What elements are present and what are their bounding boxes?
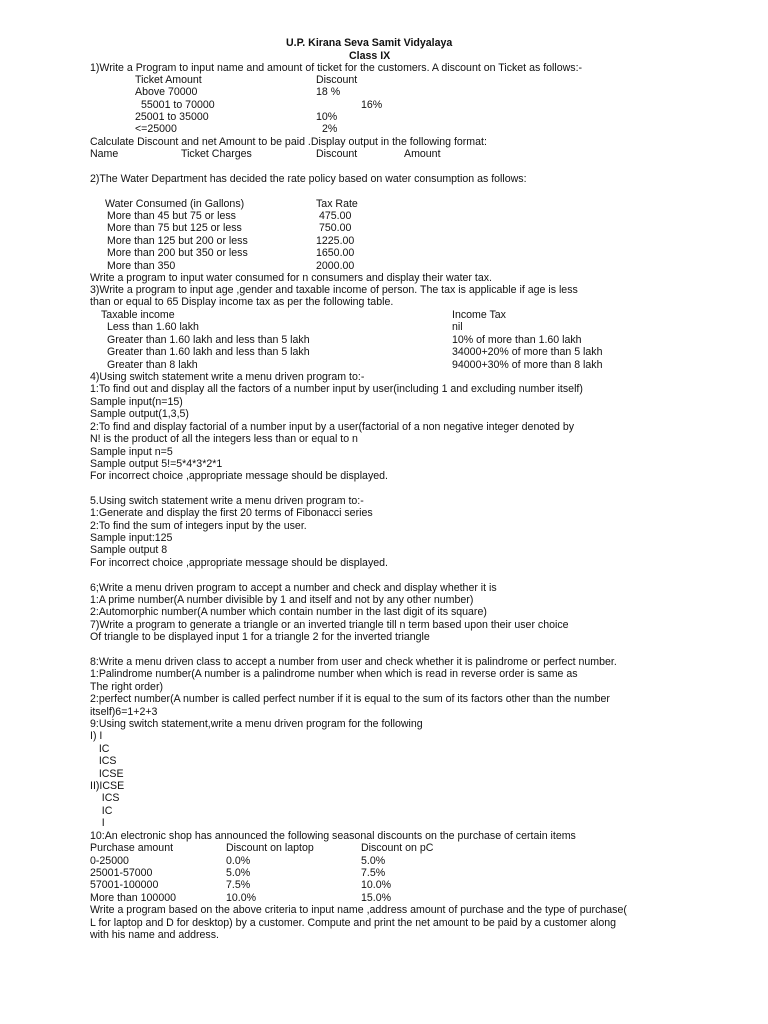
q5-line: 1:Generate and display the first 20 terms of Fibonacci series — [90, 507, 373, 519]
q1-row-discount: 2% — [322, 123, 338, 135]
q3-row-tax: 34000+20% of more than 5 lakh — [452, 346, 603, 358]
q2-row-consumed: More than 350 — [107, 260, 176, 272]
q1-format-amount: Amount — [404, 148, 441, 160]
q2-row-rate: 475.00 — [319, 210, 352, 222]
school-title: U.P. Kirana Seva Samit Vidyalaya — [286, 37, 453, 49]
q4-line: Sample output(1,3,5) — [90, 408, 189, 420]
q10-outro-line: with his name and address. — [90, 929, 219, 941]
q4-line: 1:To find out and display all the factors of a number input by user(including 1 and excluding number itself) — [90, 383, 583, 395]
q1-row-amount: Above 70000 — [135, 86, 198, 98]
q10-row-laptop: 5.0% — [226, 867, 251, 879]
q10-row-amount: 0-25000 — [90, 855, 129, 867]
q1-row-amount: 55001 to 70000 — [141, 99, 215, 111]
q5-line: 2:To find the sum of integers input by the user. — [90, 520, 307, 532]
q1-header-discount: Discount — [316, 74, 358, 86]
q3-row-tax: nil — [452, 321, 463, 333]
q2-header-rate: Tax Rate — [316, 198, 358, 210]
q2-row-consumed: More than 75 but 125 or less — [107, 222, 242, 234]
q5-line: 5.Using switch statement write a menu driven program to:- — [90, 495, 364, 507]
q9-pattern-line: ICS — [90, 792, 120, 804]
q10-intro: 10:An electronic shop has announced the following seasonal discounts on the purchase of certain items — [90, 830, 576, 842]
q1-row-amount: <=25000 — [135, 123, 177, 135]
q10-row-laptop: 10.0% — [226, 892, 257, 904]
q10-outro-line: L for laptop and D for desktop) by a customer. Compute and print the net amount to be paid by a customer along — [90, 917, 617, 929]
q1-row-discount: 16% — [361, 99, 383, 111]
q3-row-income: Greater than 8 lakh — [107, 359, 198, 371]
q5-line: Sample output 8 — [90, 544, 168, 556]
q2-row-rate: 1225.00 — [316, 235, 355, 247]
q3-header-income: Taxable income — [101, 309, 175, 321]
q8-line: 1:Palindrome number(A number is a palindrome number when which is read in reverse order is same as — [90, 668, 578, 680]
q4-line: Sample input n=5 — [90, 446, 173, 458]
q6-line: 2:Automorphic number(A number which contain number in the last digit of its square) — [90, 606, 487, 618]
q8-line: 8:Write a menu driven class to accept a number from user and check whether it is palindrome or perfect number. — [90, 656, 617, 668]
q10-row-amount: 25001-57000 — [90, 867, 153, 879]
q9-pattern-line: I) I — [90, 730, 103, 742]
q10-row-pc: 7.5% — [361, 867, 386, 879]
q10-outro-line: Write a program based on the above criteria to input name ,address amount of purchase and the type of purchase( — [90, 904, 627, 916]
q4-line: 4)Using switch statement write a menu driven program to:- — [90, 371, 365, 383]
q9-intro: 9:Using switch statement,write a menu driven program for the following — [90, 718, 423, 730]
q1-instruction: Calculate Discount and net Amount to be paid .Display output in the following format: — [90, 136, 487, 148]
q10-header-amount: Purchase amount — [90, 842, 174, 854]
q10-header-pc: Discount on pC — [361, 842, 434, 854]
q6-line: 1:A prime number(A number divisible by 1 and itself and not by any other number) — [90, 594, 474, 606]
q4-line: 2:To find and display factorial of a number input by a user(factorial of a non negative integer denoted by — [90, 421, 575, 433]
q2-row-rate: 2000.00 — [316, 260, 355, 272]
q9-pattern-line: IC — [90, 805, 113, 817]
q1-header-amount: Ticket Amount — [135, 74, 202, 86]
q9-pattern-line: IC — [90, 743, 110, 755]
q3-row-income: Greater than 1.60 lakh and less than 5 lakh — [107, 334, 310, 346]
class-title: Class IX — [349, 50, 391, 62]
q3-intro: than or equal to 65 Display income tax as per the following table. — [90, 296, 394, 308]
q2-header-consumed: Water Consumed (in Gallons) — [105, 198, 245, 210]
q1-format-charges: Ticket Charges — [181, 148, 252, 160]
q1-row-amount: 25001 to 35000 — [135, 111, 209, 123]
q10-row-pc: 10.0% — [361, 879, 392, 891]
q9-pattern-line: II)ICSE — [90, 780, 125, 792]
q10-row-pc: 15.0% — [361, 892, 392, 904]
q1-format-name: Name — [90, 148, 119, 160]
q7-line: Of triangle to be displayed input 1 for a triangle 2 for the inverted triangle — [90, 631, 430, 643]
q4-line: Sample input(n=15) — [90, 396, 183, 408]
q4-line: For incorrect choice ,appropriate message should be displayed. — [90, 470, 388, 482]
q3-header-tax: Income Tax — [452, 309, 506, 321]
q10-row-amount: More than 100000 — [90, 892, 176, 904]
q5-line: For incorrect choice ,appropriate message should be displayed. — [90, 557, 388, 569]
q10-row-amount: 57001-100000 — [90, 879, 159, 891]
q3-row-income: Greater than 1.60 lakh and less than 5 lakh — [107, 346, 310, 358]
q8-line: 2:perfect number(A number is called perfect number if it is equal to the sum of its factors other than the number — [90, 693, 610, 705]
q9-pattern-line: ICS — [90, 755, 117, 767]
q1-row-discount: 10% — [316, 111, 338, 123]
q10-row-laptop: 0.0% — [226, 855, 251, 867]
q3-intro: 3)Write a program to input age ,gender and taxable income of person. The tax is applicable if age is less — [90, 284, 578, 296]
q4-line: N! is the product of all the integers less than or equal to n — [90, 433, 358, 445]
q4-line: Sample output 5!=5*4*3*2*1 — [90, 458, 223, 470]
q10-row-laptop: 7.5% — [226, 879, 251, 891]
q10-row-pc: 5.0% — [361, 855, 386, 867]
q1-format-discount: Discount — [316, 148, 358, 160]
q1-row-discount: 18 % — [316, 86, 341, 98]
q3-row-tax: 94000+30% of more than 8 lakh — [452, 359, 603, 371]
q3-row-income: Less than 1.60 lakh — [107, 321, 199, 333]
q7-line: 7)Write a program to generate a triangle or an inverted triangle till n term based upon their user choice — [90, 619, 569, 631]
q2-row-consumed: More than 125 but 200 or less — [107, 235, 248, 247]
q6-line: 6;Write a menu driven program to accept a number and check and display whether it is — [90, 582, 497, 594]
q2-row-consumed: More than 200 but 350 or less — [107, 247, 248, 259]
q1-intro: 1)Write a Program to input name and amount of ticket for the customers. A discount on Ticket as follows:- — [90, 62, 583, 74]
q2-intro: 2)The Water Department has decided the rate policy based on water consumption as follows: — [90, 173, 527, 185]
q9-pattern-line: I — [90, 817, 105, 829]
q2-row-consumed: More than 45 but 75 or less — [107, 210, 236, 222]
q3-row-tax: 10% of more than 1.60 lakh — [452, 334, 582, 346]
q2-outro: Write a program to input water consumed for n consumers and display their water tax. — [90, 272, 492, 284]
q5-line: Sample input:125 — [90, 532, 173, 544]
q2-row-rate: 750.00 — [319, 222, 352, 234]
q10-header-laptop: Discount on laptop — [226, 842, 314, 854]
q8-line: The right order) — [90, 681, 164, 693]
q2-row-rate: 1650.00 — [316, 247, 355, 259]
q8-line: itself)6=1+2+3 — [90, 706, 158, 718]
q9-pattern-line: ICSE — [90, 768, 124, 780]
